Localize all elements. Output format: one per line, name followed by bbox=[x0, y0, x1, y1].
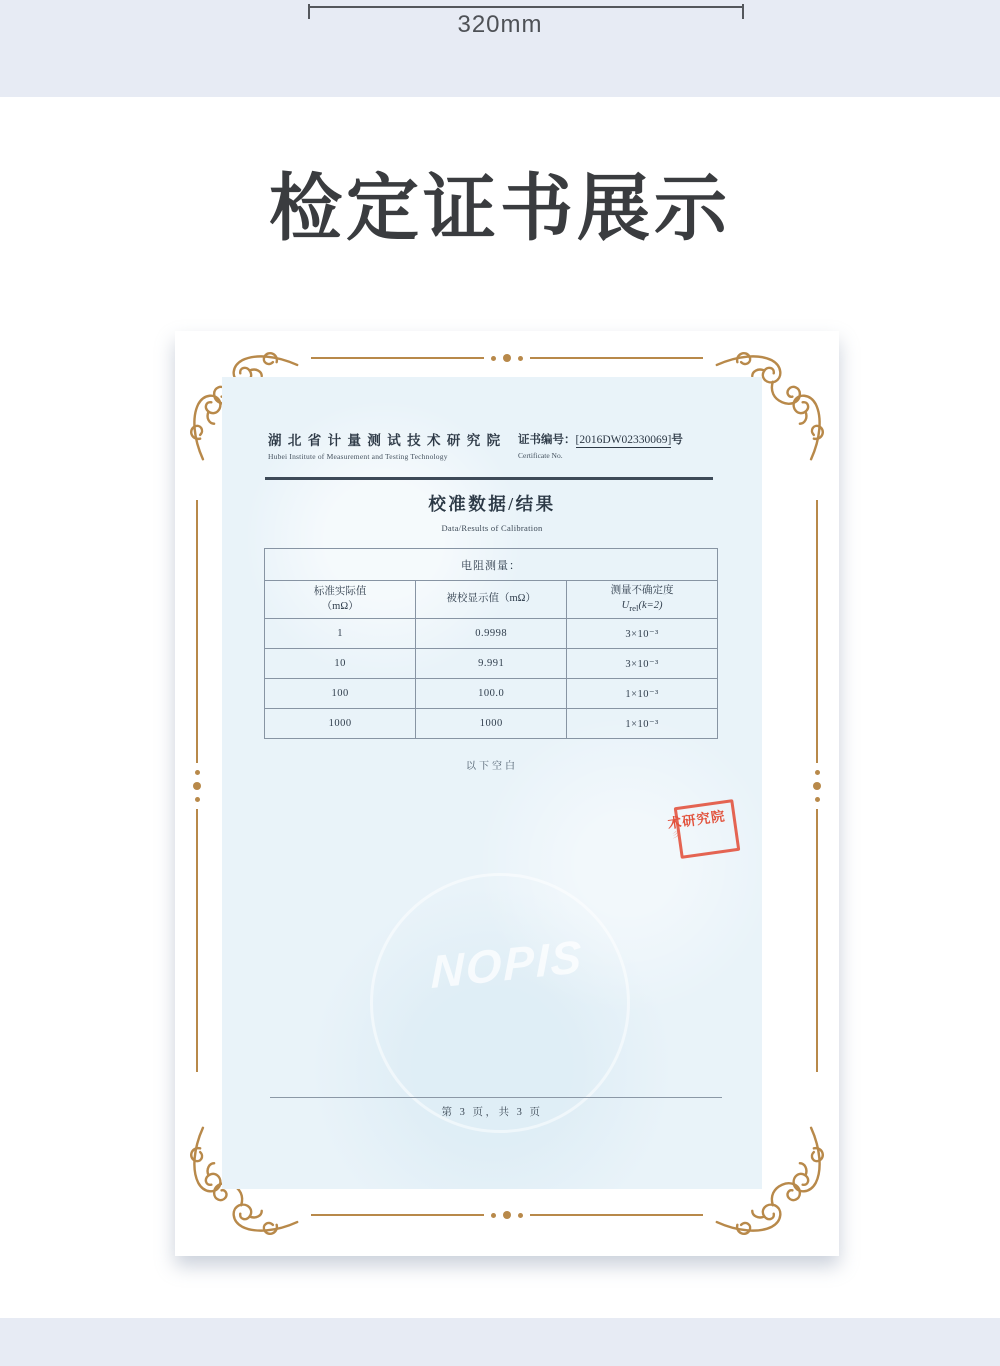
blank-below-note: 以下空白 bbox=[466, 761, 518, 772]
header-standard-value: 标准实际值 （mΩ） bbox=[265, 581, 416, 619]
footer-divider bbox=[270, 1097, 722, 1098]
certificate-number-block bbox=[518, 431, 683, 460]
header-displayed-value: 被校显示值（mΩ） bbox=[416, 581, 567, 619]
gold-dots-bottom bbox=[484, 1209, 530, 1221]
table-header-row bbox=[265, 581, 718, 619]
certificate-number bbox=[518, 431, 683, 447]
certificate-number-label-en: Certificate No. bbox=[518, 451, 563, 460]
issuer-name-en: Hubei Institute of Measurement and Testing Technology bbox=[268, 452, 448, 461]
table-caption: 电阻测量： bbox=[265, 549, 718, 581]
results-table-body bbox=[265, 549, 718, 739]
page-title: 检定证书展示 bbox=[269, 168, 731, 249]
watermark-circle bbox=[370, 873, 630, 1133]
section-title-en: Data/Results of Calibration bbox=[441, 523, 543, 533]
table-cell: 3×10⁻³ bbox=[567, 649, 718, 679]
table-row bbox=[265, 709, 718, 739]
table-cell: 9.991 bbox=[416, 649, 567, 679]
table-row bbox=[265, 649, 718, 679]
table-caption-row bbox=[265, 549, 718, 581]
table-row bbox=[265, 679, 718, 709]
table-cell: 10 bbox=[265, 649, 416, 679]
section-title-cn: 校准数据/结果 bbox=[428, 494, 556, 514]
issuer-block bbox=[268, 429, 502, 461]
table-cell: 1×10⁻³ bbox=[567, 679, 718, 709]
certificate-number-value: [2016DW02330069] bbox=[575, 434, 672, 446]
certificate-card bbox=[175, 331, 839, 1256]
issuer-name-cn: 湖 北 省 计 量 测 试 技 术 研 究 院 bbox=[268, 433, 502, 448]
red-seal-stamp bbox=[666, 799, 741, 859]
gold-dots-top bbox=[484, 352, 530, 364]
dimension-line bbox=[308, 6, 744, 8]
table-cell: 1 bbox=[265, 619, 416, 649]
gold-border-bottom bbox=[311, 1214, 703, 1216]
table-cell: 1000 bbox=[265, 709, 416, 739]
results-table bbox=[264, 548, 718, 739]
red-seal-fragment: 彡 bbox=[670, 829, 681, 840]
gold-dots-left bbox=[191, 763, 203, 809]
dimension-label: 320mm bbox=[457, 11, 543, 38]
certificate-paper bbox=[222, 377, 762, 1189]
watermark-text: NOPIS bbox=[430, 929, 584, 999]
gold-border-top bbox=[311, 357, 703, 359]
red-seal-text: 术研究院 bbox=[666, 808, 727, 832]
gold-border-left bbox=[196, 500, 198, 1072]
header-divider bbox=[265, 477, 713, 480]
certificate-number-label: 证书编号： bbox=[518, 434, 576, 446]
table-cell: 1×10⁻³ bbox=[567, 709, 718, 739]
gold-dots-right bbox=[811, 763, 823, 809]
top-banner bbox=[0, 0, 1000, 97]
table-cell: 100.0 bbox=[416, 679, 567, 709]
table-cell: 0.9998 bbox=[416, 619, 567, 649]
table-cell: 3×10⁻³ bbox=[567, 619, 718, 649]
table-cell: 1000 bbox=[416, 709, 567, 739]
header-uncertainty: 测量不确定度 $U_{rel}(k=2)$ bbox=[567, 581, 718, 619]
gold-border-right bbox=[816, 500, 818, 1072]
certificate-number-suffix: 号 bbox=[671, 434, 683, 446]
bottom-banner bbox=[0, 1318, 1000, 1366]
page-number: 第 3 页，共 3 页 bbox=[441, 1107, 543, 1118]
table-cell: 100 bbox=[265, 679, 416, 709]
table-row bbox=[265, 619, 718, 649]
